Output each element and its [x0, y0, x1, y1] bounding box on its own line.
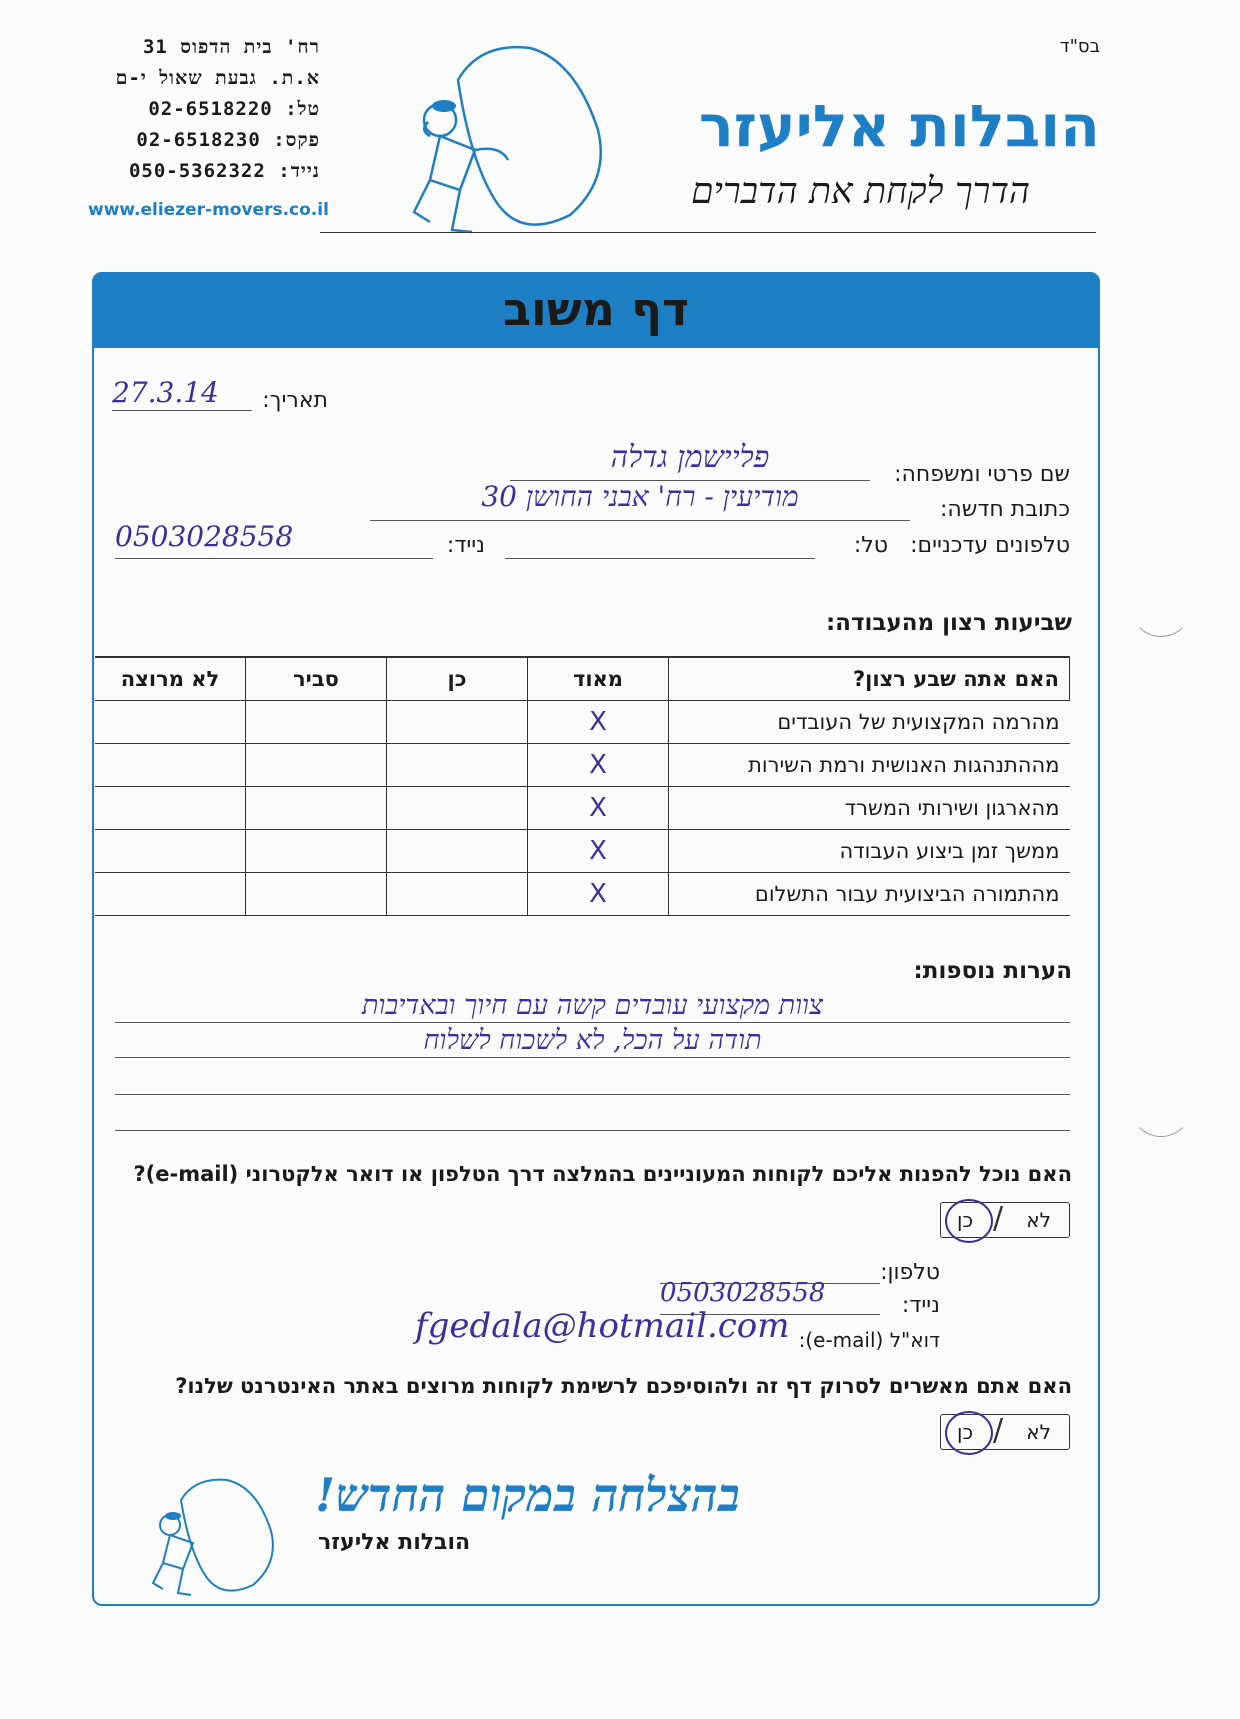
- checkbox-cell[interactable]: [387, 787, 528, 830]
- footer-wish: בהצלחה במקום החדש!: [315, 1468, 740, 1522]
- mover-mascot-small-logo: [145, 1475, 285, 1600]
- checkbox-cell[interactable]: X: [528, 701, 669, 744]
- checkbox-cell[interactable]: X: [528, 787, 669, 830]
- divider: /: [993, 1201, 1004, 1236]
- col-header-not-satisfied: לא מרוצה: [95, 657, 246, 701]
- referral-yes-no-box[interactable]: [940, 1202, 1070, 1238]
- date-value: 27.3.14: [112, 376, 219, 409]
- name-field[interactable]: [510, 440, 870, 481]
- checkbox-cell[interactable]: [95, 873, 246, 916]
- referral-no-option[interactable]: לא: [1026, 1208, 1051, 1232]
- website-link[interactable]: www.eliezer-movers.co.il: [88, 200, 329, 220]
- referral-email-value: fgedala@hotmail.com: [415, 1306, 790, 1346]
- tel-label: טל:: [853, 533, 888, 558]
- hole-punch-1: [1130, 575, 1192, 637]
- tel-field[interactable]: [505, 528, 815, 559]
- comments-line-1[interactable]: [115, 990, 1070, 1023]
- address-line-2: א.ת. גבעת שאול י-ם: [115, 67, 320, 89]
- consent-yes-no-box[interactable]: [940, 1414, 1070, 1450]
- checkbox-cell[interactable]: X: [528, 873, 669, 916]
- referral-mobile-label: נייד:: [901, 1293, 940, 1318]
- comments-line-4[interactable]: [115, 1098, 1070, 1131]
- hole-punch-2: [1130, 1075, 1192, 1137]
- checkbox-cell[interactable]: X: [528, 744, 669, 787]
- mobile-label: נייד:: [446, 533, 485, 558]
- fax-line: פקס: 02-6518230: [136, 129, 320, 151]
- col-header-very: מאוד: [528, 657, 669, 701]
- bsd-label: בס"ד: [1059, 36, 1100, 57]
- mobile-line: נייד: 050-5362322: [128, 160, 320, 182]
- col-header-yes: כן: [387, 657, 528, 701]
- consent-no-option[interactable]: לא: [1026, 1420, 1051, 1444]
- checkbox-cell[interactable]: [246, 787, 387, 830]
- company-address: [88, 32, 320, 187]
- address-value: מודיעין - רח' אבני החושן 30: [481, 480, 799, 513]
- comments-text-2: תודה על הכל, לא לשכוח לשלוח: [423, 1025, 762, 1056]
- company-slogan: הדרך לקחת את הדברים: [691, 171, 1030, 212]
- checkbox-cell[interactable]: [95, 830, 246, 873]
- date-field[interactable]: [112, 376, 252, 411]
- col-header-reasonable: סביר: [246, 657, 387, 701]
- address-field[interactable]: [370, 480, 910, 521]
- referral-mobile-value: 0503028558: [660, 1278, 826, 1308]
- referral-question: האם נוכל להפנות אליכם לקוחות המעוניינים בהמלצה דרך הטלפון או דואר אלקטרוני (e-mail)?: [133, 1162, 1072, 1186]
- comments-line-3[interactable]: [115, 1062, 1070, 1095]
- date-label: תאריך:: [262, 388, 328, 413]
- checkbox-cell[interactable]: [246, 701, 387, 744]
- name-value: פליישמן גדלה: [610, 440, 770, 475]
- mover-mascot-logo: [400, 40, 620, 240]
- row-label: מהארגון ושירותי המשרד: [669, 787, 1070, 830]
- header-rule: [320, 232, 1096, 233]
- comments-heading: הערות נוספות:: [913, 958, 1072, 984]
- comments-text-1: צוות מקצועי עובדים קשה עם חיוך ובאדיבות: [361, 990, 824, 1021]
- name-label: שם פרטי ומשפחה:: [894, 462, 1070, 487]
- table-row: [95, 701, 1070, 744]
- table-row: [95, 830, 1070, 873]
- mobile-value: 0503028558: [115, 520, 294, 553]
- mobile-field[interactable]: [115, 520, 433, 559]
- phone-line: טל: 02-6518220: [148, 98, 320, 120]
- row-label: מההתנהגות האנושית ורמת השירות: [669, 744, 1070, 787]
- row-label: מהרמה המקצועית של העובדים: [669, 701, 1070, 744]
- col-header-question: האם אתה שבע רצון?: [669, 657, 1070, 701]
- checkbox-cell[interactable]: [246, 744, 387, 787]
- form-title-bar: [92, 272, 1100, 348]
- yes-circle-mark: [945, 1199, 993, 1243]
- company-name: הובלות אליעזר: [698, 92, 1100, 160]
- checkbox-cell[interactable]: [95, 787, 246, 830]
- address-label: כתובת חדשה:: [939, 497, 1070, 522]
- satisfaction-table: [95, 656, 1070, 916]
- divider: /: [993, 1413, 1004, 1448]
- checkbox-cell[interactable]: [95, 701, 246, 744]
- table-row: [95, 787, 1070, 830]
- form-title: דף משוב: [502, 282, 690, 336]
- address-line-1: רח' בית הדפוס 31: [142, 36, 320, 58]
- consent-question: האם אתם מאשרים לסרוק דף זה ולהוסיפכם לרשימת לקוחות מרוצים באתר האינטרנט שלנו?: [175, 1374, 1072, 1398]
- checkbox-cell[interactable]: [387, 701, 528, 744]
- referral-phone-label: טלפון:: [880, 1260, 940, 1285]
- checkbox-cell[interactable]: [246, 873, 387, 916]
- yes-circle-mark: [945, 1411, 993, 1455]
- checkbox-cell[interactable]: [387, 830, 528, 873]
- checkbox-cell[interactable]: [246, 830, 387, 873]
- satisfaction-heading: שביעות רצון מהעבודה:: [825, 610, 1072, 636]
- row-label: ממשך זמן ביצוע העבודה: [669, 830, 1070, 873]
- referral-yes-option[interactable]: כן: [957, 1208, 974, 1232]
- referral-email-field[interactable]: [415, 1306, 795, 1352]
- comments-line-2[interactable]: [115, 1025, 1070, 1058]
- consent-yes-option[interactable]: כן: [957, 1420, 974, 1444]
- phones-label: טלפונים עדכניים:: [910, 533, 1070, 558]
- referral-email-label: דוא"ל (e-mail):: [798, 1328, 940, 1352]
- footer-company: הובלות אליעזר: [318, 1530, 471, 1555]
- checkbox-cell[interactable]: [387, 873, 528, 916]
- table-header-row: [95, 657, 1070, 701]
- row-label: מהתמורה הביצועית עבור התשלום: [669, 873, 1070, 916]
- table-row: [95, 873, 1070, 916]
- checkbox-cell[interactable]: [95, 744, 246, 787]
- checkbox-cell[interactable]: X: [528, 830, 669, 873]
- table-row: [95, 744, 1070, 787]
- checkbox-cell[interactable]: [387, 744, 528, 787]
